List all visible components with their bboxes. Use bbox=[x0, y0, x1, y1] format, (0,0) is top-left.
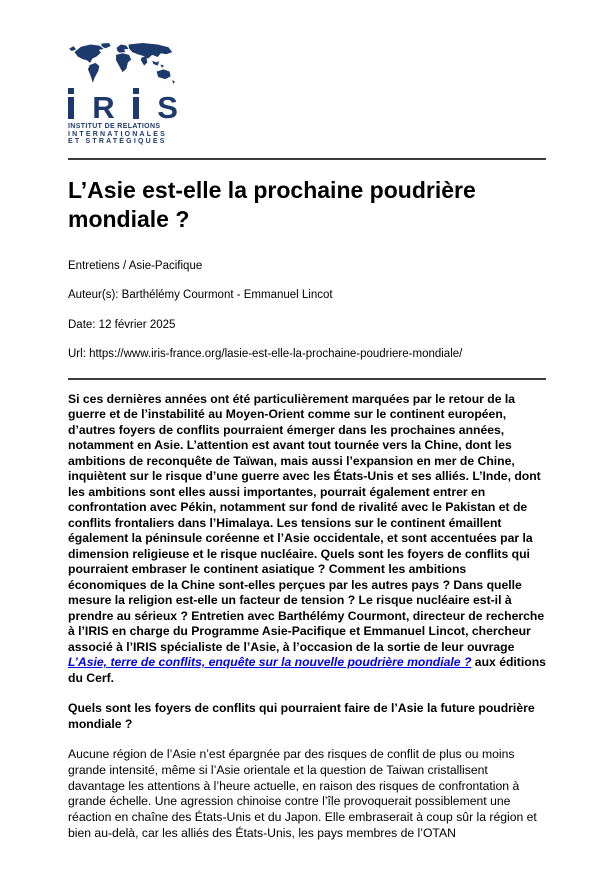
middle-divider bbox=[68, 378, 546, 380]
book-title-link[interactable]: L’Asie, terre de conflits, enquête sur la nouvelle poudrière mondiale ? bbox=[68, 655, 472, 669]
logo-tagline-line: INSTITUT DE RELATIONS bbox=[68, 123, 161, 130]
logo-tagline-line: INTERNATIONALES bbox=[68, 130, 167, 138]
meta-authors: Auteur(s): Barthélémy Courmont - Emmanuel Lincot bbox=[68, 289, 333, 301]
intro-text-after-link: aux éditions du Cerf. bbox=[68, 655, 546, 685]
interview-question: Quels sont les foyers de conflits qui pourraient faire de l’Asie la future poudrière mondiale ? bbox=[68, 701, 535, 731]
meta-date: Date: 12 février 2025 bbox=[68, 318, 176, 331]
intro-paragraph bbox=[68, 392, 546, 687]
logo-tagline-line: ET STRATÉGIQUES bbox=[68, 138, 167, 145]
logo-wordmark bbox=[68, 89, 178, 125]
logo-tagline bbox=[68, 123, 178, 146]
world-map-icon bbox=[68, 42, 176, 86]
meta-category: Entretiens / Asie-Pacifique bbox=[68, 259, 203, 272]
logo-letter-r: R bbox=[92, 90, 115, 125]
meta-url: Url: https://www.iris-france.org/lasie-est-elle-la-prochaine-poudriere-mondiale/ bbox=[68, 348, 463, 360]
logo-letter-s: S bbox=[157, 90, 178, 125]
answer-paragraph: Aucune région de l’Asie n’est épargnée par des risques de conflit de plus ou moins grande intensité, même si l’Asie orientale et la question de Taiwan cristallisent davantage les attentions à l’heure actuelle, en raison des risques de confrontation à grande échelle. Une agression chinoise contre l’île provoquerait possiblement une réaction en chaîne des États-Unis et du Japon. Elle embraserait à coup sûr la région et bien au-delà, car les alliés des États-Unis, les pays membres de l’OTAN bbox=[68, 747, 537, 840]
page-title: L’Asie est-elle la prochaine poudrière mondiale ? bbox=[68, 176, 476, 232]
article-metadata bbox=[68, 260, 546, 362]
logo-letter-i-icon bbox=[68, 88, 74, 119]
iris-logo bbox=[68, 0, 546, 146]
intro-text-before-link: Si ces dernières années ont été particulièrement marquées par le retour de la guerre et de l’instabilité au Moyen-Orient comme sur le continent européen, d’autres foyers de conflits pourraient émerger dans les prochaines années, notamment en Asie. L’attention est avant tout tournée vers la Chine, dont les ambitions de reconquête de Taïwan, mais aussi l’expansion en mer de Chine, inquiètent sur le risque d’une guerre avec les États-Unis et ses alliés. L’Inde, dont les ambitions sont elles aussi importantes, pourrait également entrer en confrontation avec Pékin, notamment sur fond de rivalité avec le Pakistan et de conflits frontaliers dans l’Himalaya. Les tensions sur le continent émaillent également la péninsule coréenne et l’Asie occidentale, et sont accentuées par la dimension religieuse et le risque nucléaire. Quels sont les foyers de conflits qui pourraient embraser le continent asiatique ? Comment les ambitions économiques de la Chine sont-elles perçues par les autres pays ? Dans quelle mesure la religion est-elle un facteur de tension ? Le risque nucléaire est-il à prendre au sérieux ? Entretien avec Barthélémy Courmont, directeur de recherche à l’IRIS en charge du Programme Asie-Pacifique et Emmanuel Lincot, chercheur associé à l’IRIS spécialiste de l’Asie, à l’occasion de la sortie de leur ouvrage bbox=[68, 391, 545, 654]
logo-letter-i-icon bbox=[133, 88, 139, 119]
top-divider bbox=[68, 158, 546, 160]
